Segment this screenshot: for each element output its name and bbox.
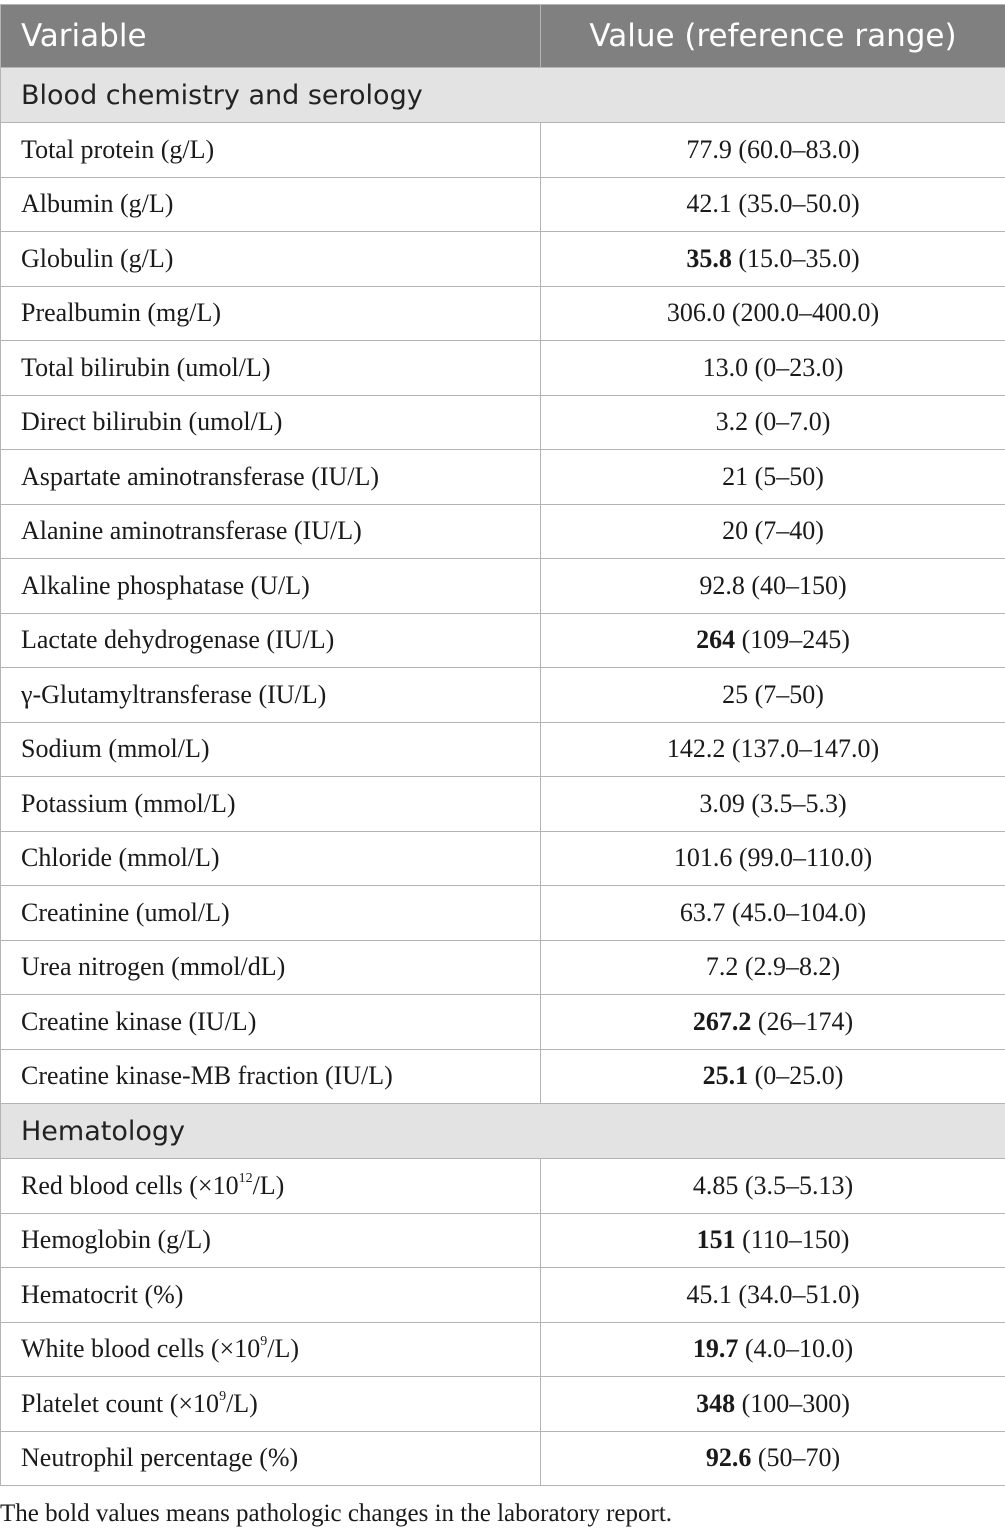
measured-value: 267.2 (692, 1006, 752, 1036)
value-cell (541, 232, 1005, 287)
variable-cell (1, 831, 541, 886)
variable-cell (1, 559, 541, 614)
measured-value: 3.2 (715, 407, 749, 437)
variable-label: Creatine kinase-MB fraction (IU/L) (21, 1061, 393, 1091)
reference-range: (0–7.0) (748, 407, 831, 437)
reference-range: (26–174) (751, 1006, 854, 1036)
table-row (1, 504, 1005, 559)
reference-range: (109–245) (735, 625, 850, 655)
reference-range: (60.0–83.0) (731, 134, 860, 164)
variable-cell (1, 1268, 541, 1323)
measured-value: 92.8 (699, 570, 745, 600)
header-value: Value (reference range) (541, 5, 1005, 68)
value-cell (541, 1322, 1005, 1377)
value-cell (541, 831, 1005, 886)
table-row (1, 1049, 1005, 1104)
measured-value: 264 (696, 625, 736, 655)
lab-results-table (0, 4, 1005, 1486)
reference-range: (137.0–147.0) (725, 734, 880, 764)
value-cell (541, 286, 1005, 341)
table-header-row (1, 5, 1005, 68)
variable-label: Potassium (mmol/L) (21, 788, 236, 818)
measured-value: 20 (722, 516, 749, 546)
measured-value: 63.7 (679, 897, 726, 927)
table-row (1, 123, 1005, 178)
value-cell (541, 341, 1005, 396)
table-row (1, 1213, 1005, 1268)
table-row (1, 341, 1005, 396)
reference-range: (4.0–10.0) (738, 1334, 854, 1364)
value-cell (541, 559, 1005, 614)
value-cell (541, 1268, 1005, 1323)
variable-label: Platelet count (×10 (21, 1388, 220, 1418)
variable-label: Hemoglobin (g/L) (21, 1225, 211, 1255)
variable-cell (1, 1049, 541, 1104)
reference-range: (50–70) (751, 1443, 841, 1473)
reference-range: (0–25.0) (748, 1061, 844, 1091)
table-row (1, 232, 1005, 287)
table-row (1, 395, 1005, 450)
value-cell (541, 177, 1005, 232)
table-row (1, 831, 1005, 886)
measured-value: 13.0 (702, 352, 749, 382)
measured-value: 35.8 (686, 243, 732, 273)
reference-range: (100–300) (735, 1388, 850, 1418)
variable-cell (1, 286, 541, 341)
section-title: Hematology (1, 1104, 1005, 1159)
variable-cell (1, 722, 541, 777)
variable-label: Globulin (g/L) (21, 243, 174, 273)
measured-value: 3.09 (699, 788, 745, 818)
variable-label: Creatine kinase (IU/L) (21, 1006, 257, 1036)
table-row (1, 613, 1005, 668)
variable-cell (1, 395, 541, 450)
variable-label: Direct bilirubin (umol/L) (21, 407, 283, 437)
table-row (1, 668, 1005, 723)
measured-value: 101.6 (673, 843, 733, 873)
table-row (1, 1431, 1005, 1486)
value-cell (541, 1377, 1005, 1432)
unit-exponent: 12 (238, 1170, 253, 1186)
measured-value: 92.6 (705, 1443, 752, 1473)
variable-label: Hematocrit (%) (21, 1279, 184, 1309)
value-cell (541, 668, 1005, 723)
measured-value: 25.1 (702, 1061, 749, 1091)
value-cell (541, 123, 1005, 178)
measured-value: 142.2 (666, 734, 726, 764)
reference-range: (7–40) (748, 516, 824, 546)
variable-cell (1, 123, 541, 178)
table-row (1, 777, 1005, 832)
variable-label: Albumin (g/L) (21, 189, 174, 219)
reference-range: (45.0–104.0) (725, 897, 867, 927)
value-cell (541, 777, 1005, 832)
table-row (1, 722, 1005, 777)
measured-value: 306.0 (666, 298, 726, 328)
measured-value: 19.7 (692, 1334, 739, 1364)
reference-range: (99.0–110.0) (732, 843, 873, 873)
variable-label: Creatinine (umol/L) (21, 897, 230, 927)
footnote: The bold values means pathologic changes in the laboratory report. (0, 1500, 673, 1527)
variable-cell (1, 1431, 541, 1486)
value-cell (541, 1049, 1005, 1104)
table-row (1, 1377, 1005, 1432)
table-row (1, 940, 1005, 995)
table-row (1, 559, 1005, 614)
variable-label: Total bilirubin (umol/L) (21, 352, 271, 382)
reference-range: (34.0–51.0) (731, 1279, 860, 1309)
unit-exponent: 9 (219, 1388, 227, 1404)
variable-label: White blood cells (×10 (21, 1334, 261, 1364)
variable-cell (1, 940, 541, 995)
value-cell (541, 886, 1005, 941)
reference-range: (0–23.0) (748, 352, 844, 382)
variable-cell (1, 1377, 541, 1432)
variable-label: γ-Glutamyltransferase (IU/L) (21, 679, 327, 709)
measured-value: 7.2 (705, 952, 739, 982)
value-cell (541, 395, 1005, 450)
variable-cell (1, 1322, 541, 1377)
variable-cell (1, 1213, 541, 1268)
measured-value: 21 (722, 461, 749, 491)
reference-range: (40–150) (744, 570, 847, 600)
variable-label: Red blood cells (×10 (21, 1170, 239, 1200)
variable-label-unit: /L) (252, 1170, 285, 1200)
variable-label: Prealbumin (mg/L) (21, 298, 222, 328)
measured-value: 348 (696, 1388, 736, 1418)
table-row (1, 886, 1005, 941)
value-cell (541, 1431, 1005, 1486)
value-cell (541, 450, 1005, 505)
measured-value: 151 (696, 1225, 736, 1255)
measured-value: 4.85 (692, 1170, 739, 1200)
table-row (1, 1268, 1005, 1323)
variable-cell (1, 886, 541, 941)
unit-exponent: 9 (260, 1334, 268, 1350)
value-cell (541, 1159, 1005, 1214)
reference-range: (35.0–50.0) (731, 189, 860, 219)
value-cell (541, 722, 1005, 777)
reference-range: (3.5–5.3) (744, 788, 847, 818)
value-cell (541, 504, 1005, 559)
variable-cell (1, 1159, 541, 1214)
variable-label: Lactate dehydrogenase (IU/L) (21, 625, 335, 655)
reference-range: (5–50) (748, 461, 824, 491)
variable-cell (1, 777, 541, 832)
variable-cell (1, 668, 541, 723)
section-title: Blood chemistry and serology (1, 68, 1005, 123)
header-variable: Variable (1, 5, 541, 68)
reference-range: (110–150) (735, 1225, 850, 1255)
variable-cell (1, 341, 541, 396)
variable-cell (1, 232, 541, 287)
measured-value: 77.9 (686, 134, 732, 164)
value-cell (541, 995, 1005, 1050)
table-row (1, 1322, 1005, 1377)
variable-cell (1, 504, 541, 559)
variable-cell (1, 995, 541, 1050)
variable-label: Urea nitrogen (mmol/dL) (21, 952, 286, 982)
value-cell (541, 613, 1005, 668)
value-cell (541, 940, 1005, 995)
reference-range: (3.5–5.13) (738, 1170, 854, 1200)
table-row (1, 1159, 1005, 1214)
measured-value: 25 (722, 679, 749, 709)
section-header-row (1, 1104, 1005, 1159)
variable-cell (1, 450, 541, 505)
reference-range: (2.9–8.2) (738, 952, 841, 982)
variable-label: Aspartate aminotransferase (IU/L) (21, 461, 380, 491)
section-header-row (1, 68, 1005, 123)
variable-label: Sodium (mmol/L) (21, 734, 210, 764)
variable-label-unit: /L) (267, 1334, 299, 1364)
variable-label: Chloride (mmol/L) (21, 843, 220, 873)
reference-range: (15.0–35.0) (731, 243, 860, 273)
table-row (1, 177, 1005, 232)
measured-value: 45.1 (686, 1279, 732, 1309)
table-row (1, 995, 1005, 1050)
variable-cell (1, 177, 541, 232)
variable-label: Alanine aminotransferase (IU/L) (21, 516, 362, 546)
value-cell (541, 1213, 1005, 1268)
table-row (1, 286, 1005, 341)
variable-label: Alkaline phosphatase (U/L) (21, 570, 310, 600)
measured-value: 42.1 (686, 189, 732, 219)
variable-cell (1, 613, 541, 668)
variable-label-unit: /L) (226, 1388, 258, 1418)
variable-label: Total protein (g/L) (21, 134, 215, 164)
table-body (1, 68, 1005, 1486)
table-row (1, 450, 1005, 505)
reference-range: (200.0–400.0) (725, 298, 880, 328)
variable-label: Neutrophil percentage (%) (21, 1443, 299, 1473)
reference-range: (7–50) (748, 679, 824, 709)
